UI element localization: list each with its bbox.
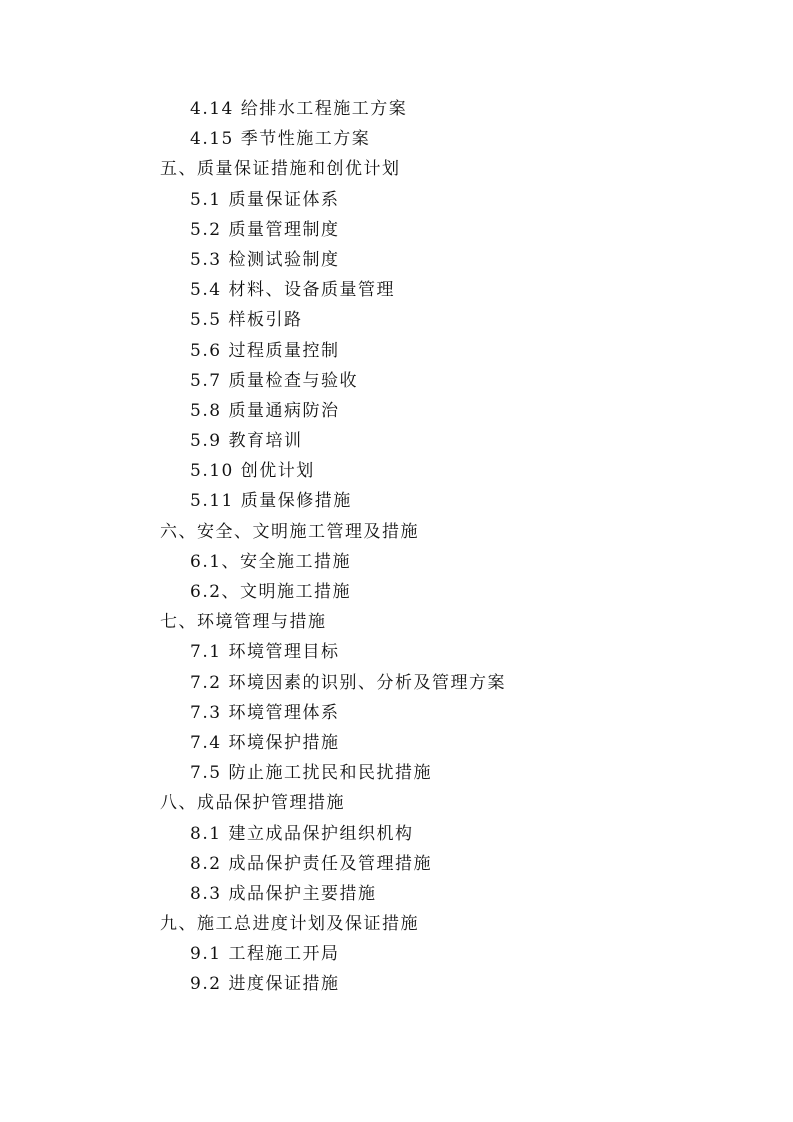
toc-section-heading: 九、施工总进度计划及保证措施 [160, 914, 419, 935]
toc-entry: 9.2 进度保证措施 [190, 974, 340, 995]
toc-entry: 5.9 教育培训 [190, 431, 303, 452]
toc-entry: 8.3 成品保护主要措施 [190, 883, 377, 904]
toc-entry: 5.1 质量保证体系 [190, 189, 340, 210]
toc-entry: 7.5 防止施工扰民和民扰措施 [190, 763, 432, 784]
toc-entry: 5.3 检测试验制度 [190, 249, 340, 270]
toc-entry: 5.8 质量通病防治 [190, 400, 340, 421]
toc-entry: 8.2 成品保护责任及管理措施 [190, 853, 432, 874]
toc-entry: 5.11 质量保修措施 [190, 491, 352, 512]
toc-entry: 7.3 环境管理体系 [190, 702, 340, 723]
toc-entry: 7.4 环境保护措施 [190, 732, 340, 753]
toc-section-heading: 五、质量保证措施和创优计划 [160, 159, 401, 180]
table-of-contents [0, 94, 793, 1000]
toc-entry: 6.2、文明施工措施 [190, 582, 352, 602]
toc-entry: 5.5 样板引路 [190, 310, 303, 331]
toc-entry: 4.15 季节性施工方案 [190, 129, 371, 150]
toc-section-heading: 七、环境管理与措施 [160, 612, 327, 633]
toc-entry: 7.2 环境因素的识别、分析及管理方案 [190, 672, 506, 693]
toc-entry: 6.1、安全施工措施 [190, 551, 352, 572]
toc-entry: 9.1 工程施工开局 [190, 944, 340, 965]
toc-section-heading: 六、安全、文明施工管理及措施 [160, 521, 419, 542]
toc-entry: 7.1 环境管理目标 [190, 642, 340, 663]
toc-section-heading: 八、成品保护管理措施 [160, 793, 345, 814]
toc-entry: 5.4 材料、设备质量管理 [190, 280, 395, 301]
toc-entry: 8.1 建立成品保护组织机构 [190, 823, 414, 844]
toc-entry: 5.10 创优计划 [190, 461, 315, 482]
toc-entry: 5.7 质量检查与验收 [190, 370, 358, 391]
toc-entry: 4.14 给排水工程施工方案 [190, 99, 408, 119]
toc-entry: 5.6 过程质量控制 [190, 340, 340, 361]
toc-entry: 5.2 质量管理制度 [190, 219, 340, 240]
